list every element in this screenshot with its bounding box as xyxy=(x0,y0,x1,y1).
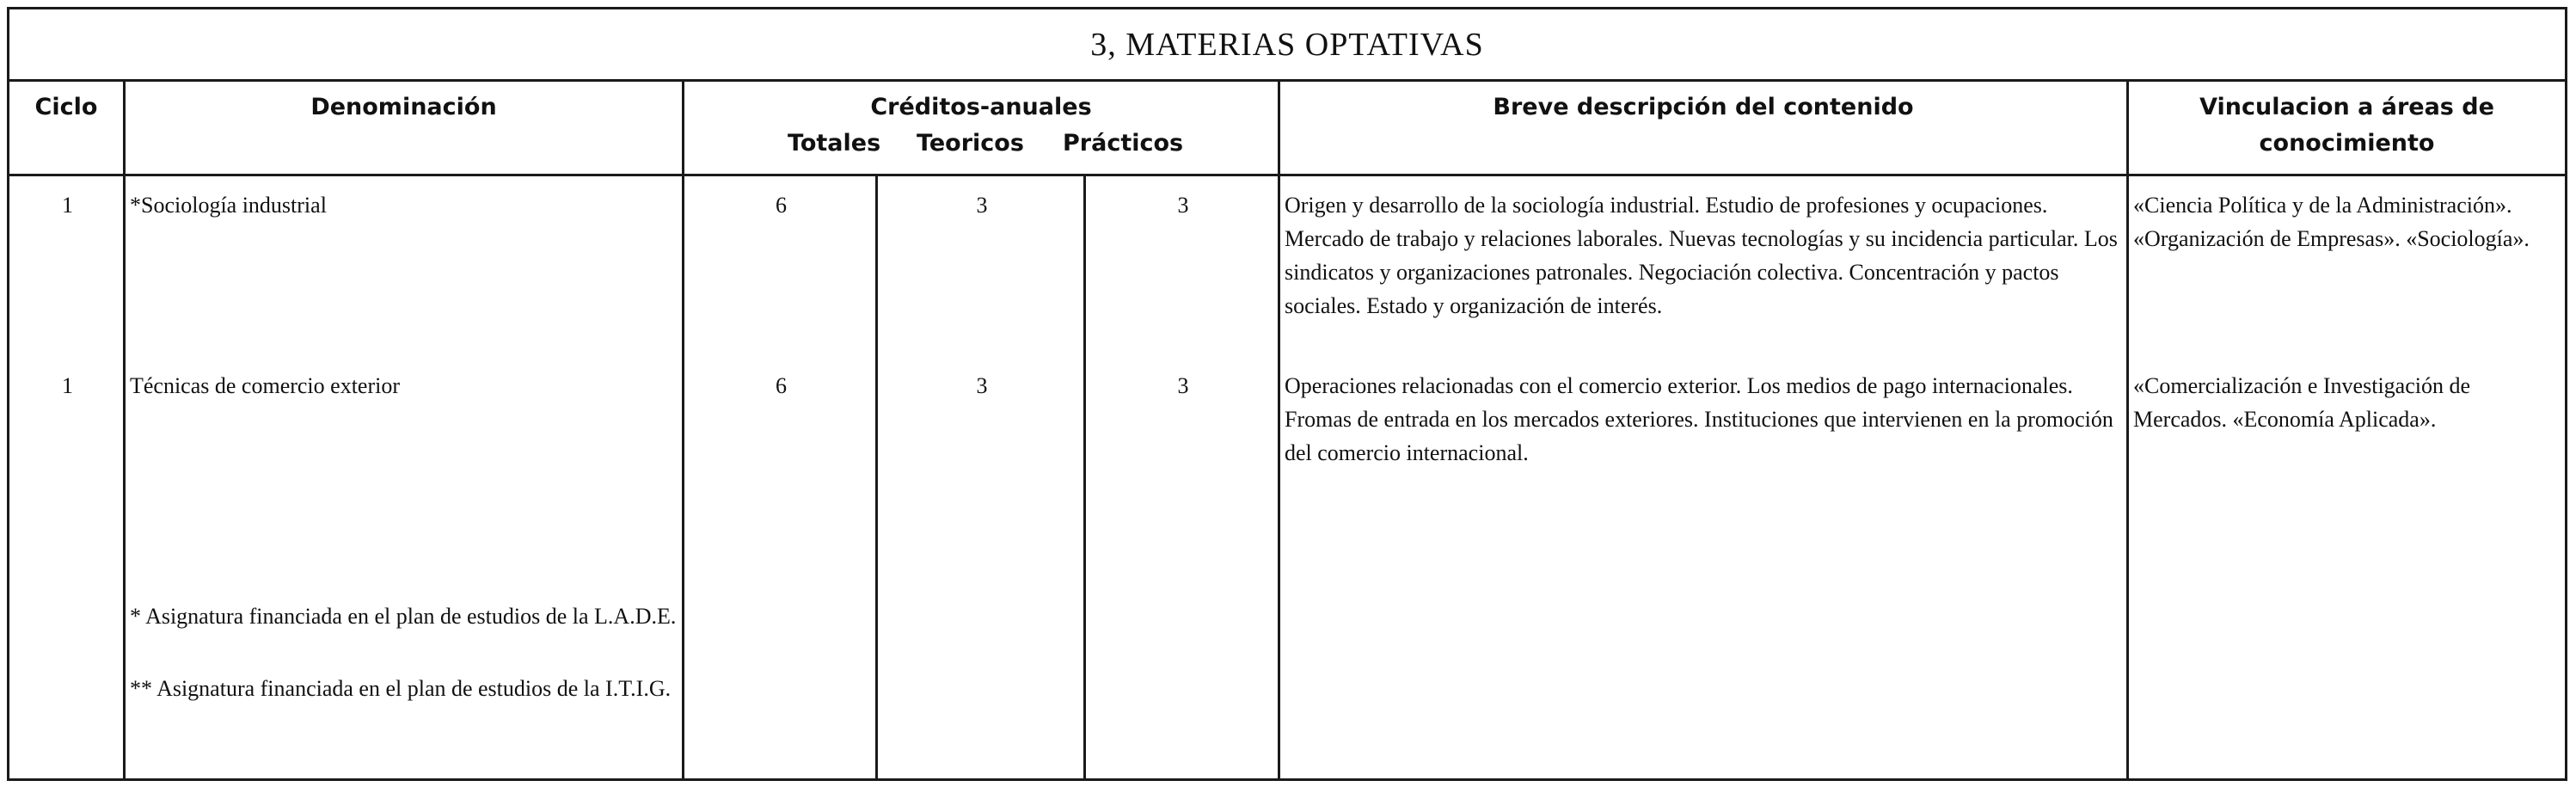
row2-descripcion: Operaciones relacionadas con el comercio exterior. Los medios de pago internacionales. Fromas de entrada en los mercados exteriores. Instituciones que intervienen en la promoción del comercio internacional. xyxy=(1285,373,2113,465)
row2-ciclo: 1 xyxy=(62,373,73,398)
column-ciclo xyxy=(9,176,126,778)
row1-teoricos: 3 xyxy=(976,193,988,218)
row2-totales: 6 xyxy=(776,373,787,398)
column-totales xyxy=(684,176,878,778)
header-totales: Totales xyxy=(788,130,881,157)
header-vinculacion-label-1: Vinculacion a áreas de xyxy=(2199,94,2494,120)
header-ciclo xyxy=(9,82,126,176)
row1-totales: 6 xyxy=(776,193,787,218)
row1-vinculacion: «Ciencia Política y de la Administración». «Organización de Empresas». «Sociología». xyxy=(2133,193,2530,251)
document-table xyxy=(7,7,2567,781)
column-practicos xyxy=(1086,176,1280,778)
header-denominacion xyxy=(126,82,684,176)
row1-ciclo: 1 xyxy=(62,193,73,218)
row2-practicos: 3 xyxy=(1177,373,1189,398)
header-teoricos: Teoricos xyxy=(917,130,1024,157)
header-practicos: Prácticos xyxy=(1063,130,1184,157)
row1-practicos: 3 xyxy=(1177,193,1189,218)
row2-denominacion: Técnicas de comercio exterior xyxy=(130,373,400,398)
header-vinculacion xyxy=(2129,82,2565,176)
header-descripcion-label: Breve descripción del contenido xyxy=(1493,94,1914,120)
header-descripcion xyxy=(1280,82,2129,176)
column-teoricos xyxy=(878,176,1086,778)
header-creditos xyxy=(684,82,1280,176)
header-ciclo-label: Ciclo xyxy=(34,94,98,120)
header-denominacion-label: Denominación xyxy=(310,94,497,120)
table-title: 3, MATERIAS OPTATIVAS xyxy=(9,9,2565,82)
row2-vinculacion: «Comercialización e Investigación de Mercados. «Economía Aplicada». xyxy=(2133,373,2471,432)
footnote-2: ** Asignatura financiada en el plan de estudios de la I.T.I.G. xyxy=(130,676,672,701)
row2-teoricos: 3 xyxy=(976,373,988,398)
header-vinculacion-label-2: conocimiento xyxy=(2259,130,2435,157)
row1-descripcion: Origen y desarrollo de la sociología industrial. Estudio de profesiones y ocupaciones. Mercado de trabajo y relaciones laborales. Nuevas tecnologías y su incidencia particular. Los sindicatos y organizaciones patronales. Negociación colectiva. Concentración y pactos sociales. Estado y organización de interés. xyxy=(1285,193,2118,318)
footnote-1: * Asignatura financiada en el plan de estudios de la L.A.D.E. xyxy=(130,604,677,629)
column-vinculacion xyxy=(2129,176,2565,778)
header-creditos-label: Créditos-anuales xyxy=(870,94,1092,120)
row1-denominacion: *Sociología industrial xyxy=(130,193,327,218)
